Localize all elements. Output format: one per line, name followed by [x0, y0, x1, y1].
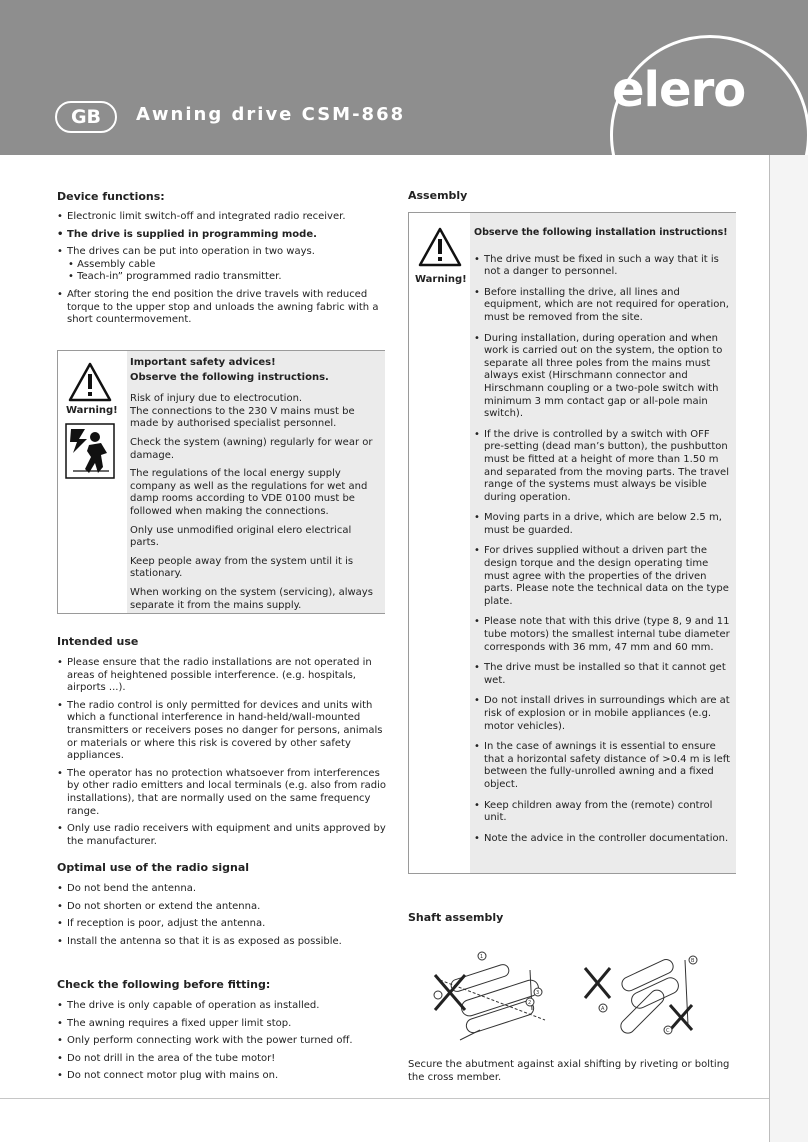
- device-functions-section: [57, 190, 387, 332]
- list-item: • Do not install drives in surroundings which are at risk of explosion or in mobile appliances (e.g. motor vehicles).: [474, 695, 732, 733]
- warning-label: Warning!: [66, 405, 118, 416]
- warning-triangle-icon: [68, 362, 112, 402]
- list-item: • Note the advice in the controller documentation.: [474, 833, 732, 846]
- safety-paragraph: When working on the system (servicing), always separate it from the mains supply.: [130, 586, 373, 611]
- assembly-heading: Assembly: [408, 189, 468, 202]
- list-item: • Only perform connecting work with the power turned off.: [57, 1035, 387, 1048]
- list-item: • The operator has no protection whatsoever from interferences by other radio emitters and local terminals (e.g. also from radio installations), that are normally used on the same frequency range.: [57, 768, 387, 818]
- list-item: • For drives supplied without a driven part the design torque and the design operating time must agree with the properties of the driven parts. Please note the technical data on the type plate.: [474, 545, 732, 608]
- right-margin-strip: [770, 155, 808, 1142]
- list-item: • Electronic limit switch-off and integrated radio receiver.: [57, 211, 387, 224]
- safety-paragraph: Check the system (awning) regularly for wear or damage.: [130, 436, 373, 461]
- country-badge: GB: [55, 101, 117, 133]
- page-header: [0, 0, 808, 155]
- assembly-instructions-box: [408, 212, 736, 874]
- list-item: • Do not drill in the area of the tube motor!: [57, 1053, 387, 1066]
- list-item: • Do not connect motor plug with mains on.: [57, 1070, 387, 1083]
- list-item: • The drive is supplied in programming mode.: [57, 229, 387, 242]
- figure-label-C: C: [666, 1028, 670, 1034]
- page-title: Awning drive CSM-868: [136, 104, 406, 125]
- list-item: • If the drive is controlled by a switch with OFF pre-setting (dead man’s button), the pushbutton must be fitted at a height of more than 1.50 m and separated from the moving parts. The travel range of the systems must always be visible during operation.: [474, 429, 732, 505]
- list-item: • The radio control is only permitted for devices and units with which a functional interference in hand-held/wall-mounted transmitters or receivers poses no danger for persons, animals or materials or where this risk is covered by other safety appliances.: [57, 700, 387, 763]
- brand-logo: elero: [612, 62, 746, 118]
- figure-label-2: 2: [528, 1000, 532, 1006]
- safety-title: Important safety advices!: [130, 357, 276, 368]
- electrocution-hazard-icon: [65, 423, 115, 479]
- device-functions-heading: Device functions:: [57, 190, 165, 203]
- list-item: • In the case of awnings it is essential to ensure that a horizontal safety distance of >0.4 m is left between the fully-unrolled awning and a fixed object.: [474, 741, 732, 791]
- safety-paragraph: Keep people away from the system until it is stationary.: [130, 555, 354, 580]
- list-item: • Moving parts in a drive, which are below 2.5 m, must be guarded.: [474, 512, 732, 537]
- figure-label-3: 3: [536, 990, 540, 996]
- warning-label: Warning!: [415, 274, 467, 285]
- safety-text: [130, 357, 380, 618]
- list-item: • Keep children away from the (remote) control unit.: [474, 800, 732, 825]
- safety-paragraph: The connections to the 230 V mains must be made by authorised specialist personnel.: [130, 405, 355, 430]
- shaft-assembly-figure: [420, 950, 720, 1050]
- radio-signal-heading: Optimal use of the radio signal: [57, 861, 250, 874]
- intended-use-heading: Intended use: [57, 635, 139, 648]
- before-fitting-section: [57, 978, 387, 1088]
- list-item: • The drive is only capable of operation as installed.: [57, 1000, 387, 1013]
- list-item: • Install the antenna so that it is as exposed as possible.: [57, 936, 387, 949]
- radio-signal-section: [57, 861, 387, 953]
- warning-triangle-icon: [418, 227, 462, 267]
- before-fitting-heading: Check the following before fitting:: [57, 978, 271, 991]
- safety-paragraph: Only use unmodified original elero electrical parts.: [130, 524, 352, 549]
- bottom-rule: [0, 1098, 769, 1099]
- sub-item: • Teach-in” programmed radio transmitter.: [68, 271, 282, 283]
- list-item: • During installation, during operation and when work is carried out on the system, the option to separate all three poles from the mains must always exist (Hirschmann connector and Hirschmann coupling or a two-pole switch with minimum 3 mm contact gap or all-pole main switch).: [474, 333, 732, 421]
- safety-paragraph: The regulations of the local energy supply company as well as the regulations for wet and damp rooms according to VDE 0100 must be followed when making the connections.: [130, 468, 368, 517]
- figure-label-A: A: [601, 1006, 605, 1012]
- list-item: • Please note that with this drive (type 8, 9 and 11 tube motors) the smallest internal tube diameter corresponds with 36 mm, 47 mm and 60 mm.: [474, 616, 732, 654]
- assembly-box-title: Observe the following installation instructions!: [474, 227, 728, 238]
- list-item: • If reception is poor, adjust the antenna.: [57, 918, 387, 931]
- sub-item: • Assembly cable: [68, 258, 156, 270]
- safety-subtitle: Observe the following instructions.: [130, 371, 329, 383]
- figure-label-B: B: [691, 958, 695, 964]
- list-item: • The drives can be put into operation in two ways. • Assembly cable • Teach-in” programmed radio transmitter.: [57, 246, 387, 284]
- intended-use-section: [57, 635, 387, 853]
- list-item: • The drive must be installed so that it cannot get wet.: [474, 662, 732, 687]
- safety-warning-box: [57, 350, 385, 614]
- shaft-assembly-heading: Shaft assembly: [408, 911, 504, 924]
- list-item: • Do not bend the antenna.: [57, 883, 387, 896]
- list-item: • The awning requires a fixed upper limit stop.: [57, 1018, 387, 1031]
- list-item: • Only use radio receivers with equipment and units approved by the manufacturer.: [57, 823, 387, 848]
- list-item: • The drive must be fixed in such a way that it is not a danger to personnel.: [474, 254, 732, 279]
- shaft-assembly-section: [408, 911, 738, 932]
- list-item: • Before installing the drive, all lines and equipment, which are not required for operation, must be removed from the site.: [474, 287, 732, 325]
- figure-label-1: 1: [480, 954, 484, 960]
- shaft-assembly-caption: Secure the abutment against axial shifting by riveting or bolting the cross member.: [408, 1059, 730, 1083]
- list-item: • Do not shorten or extend the antenna.: [57, 901, 387, 914]
- list-item: • After storing the end position the drive travels with reduced torque to the upper stop and unloads the awning fabric with a short countermovement.: [57, 289, 387, 327]
- assembly-text: [474, 227, 732, 853]
- right-margin-rule: [769, 155, 770, 1142]
- assembly-section: [408, 189, 738, 210]
- list-item: • Please ensure that the radio installations are not operated in areas of heightened possible interference. (e.g. hospitals, airports ...).: [57, 657, 387, 695]
- safety-paragraph: Risk of injury due to electrocution.: [130, 393, 303, 405]
